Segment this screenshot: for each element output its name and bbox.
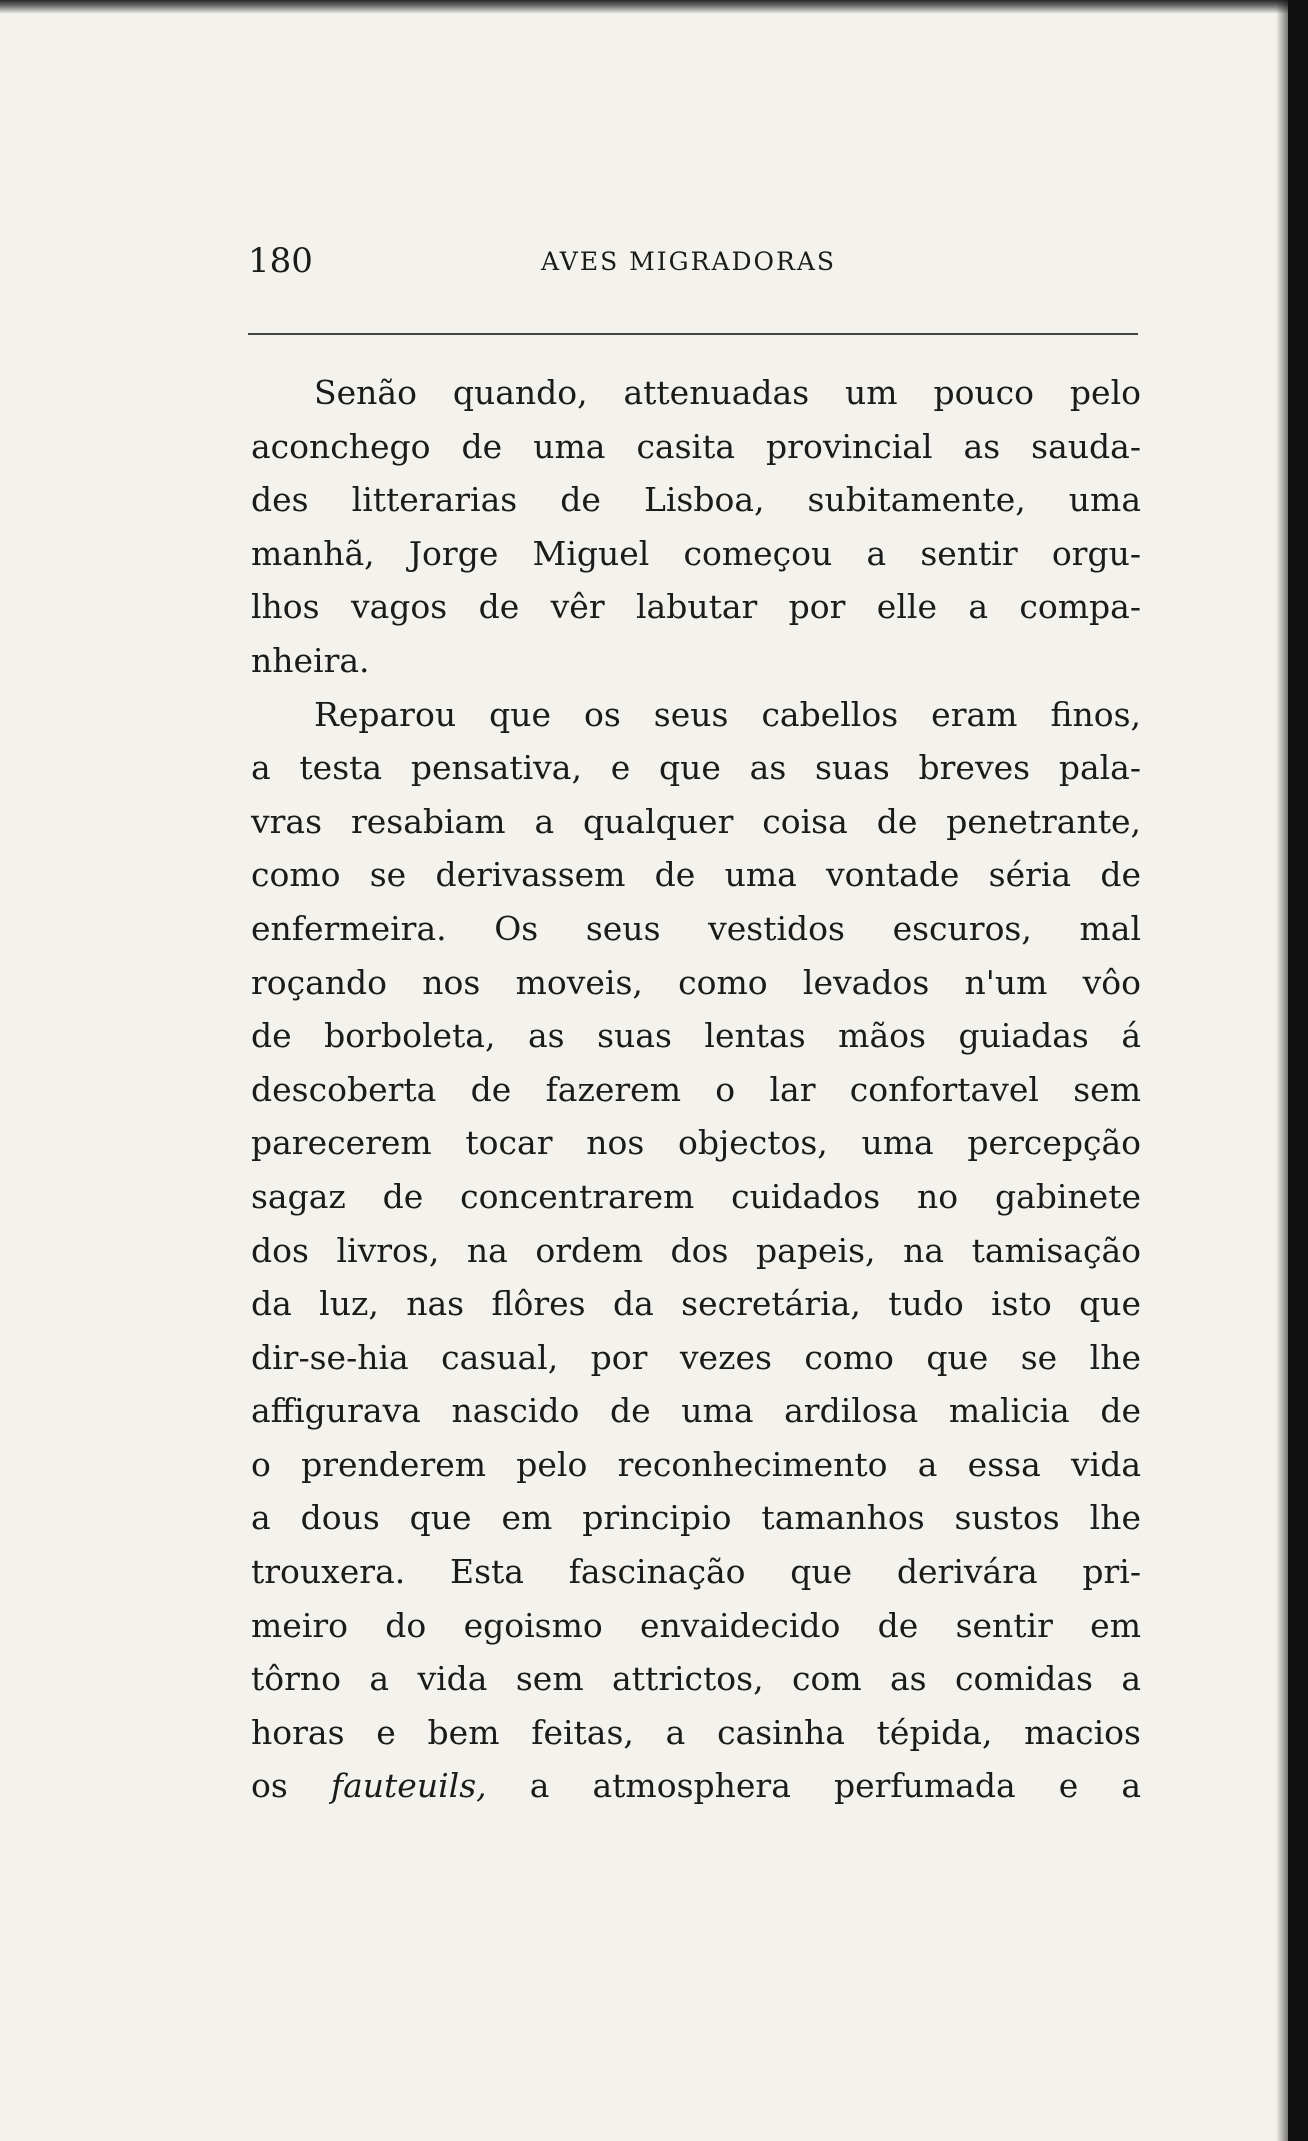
- text-line-last: [251, 1759, 1141, 1813]
- text-line: affigurava nascido de uma ardilosa malicia de: [251, 1391, 1141, 1431]
- text-line: aconchego de uma casita provincial as sauda-: [251, 426, 1141, 466]
- text-line: horas e bem feitas, a casinha tépida, macios: [251, 1712, 1141, 1752]
- text-line: descoberta de fazerem o lar confortavel sem: [251, 1069, 1141, 1109]
- body-text: [251, 366, 1141, 1813]
- text-line: a dous que em principio tamanhos sustos lhe: [251, 1498, 1141, 1538]
- text-segment: a atmosphera perfumada e a: [529, 1766, 1141, 1806]
- text-line: vras resabiam a qualquer coisa de penetrante,: [251, 801, 1141, 841]
- text-line: meiro do egoismo envaidecido de sentir em: [251, 1605, 1141, 1645]
- text-line: de borboleta, as suas lentas mãos guiadas á: [251, 1016, 1141, 1056]
- text-line: tôrno a vida sem attrictos, com as comidas a: [251, 1659, 1141, 1699]
- scan-shadow-right: [1276, 0, 1288, 2141]
- text-line: manhã, Jorge Miguel começou a sentir orgu-: [251, 533, 1141, 573]
- text-line: a testa pensativa, e que as suas breves pala-: [251, 748, 1141, 788]
- text-line: des litterarias de Lisboa, subitamente, uma: [251, 480, 1141, 520]
- running-title: AVES MIGRADORAS: [541, 247, 837, 276]
- italic-word: fauteuils,: [330, 1766, 487, 1806]
- text-line: da luz, nas flôres da secretária, tudo isto que: [251, 1284, 1141, 1324]
- text-line: trouxera. Esta fascinação que derivára pri-: [251, 1552, 1141, 1592]
- text-line: parecerem tocar nos objectos, uma percepção: [251, 1123, 1141, 1163]
- page-number: 180: [248, 241, 313, 281]
- text-line: lhos vagos de vêr labutar por elle a compa-: [251, 587, 1141, 627]
- text-line: sagaz de concentrarem cuidados no gabinete: [251, 1176, 1141, 1216]
- text-line: como se derivassem de uma vontade séria de: [251, 855, 1141, 895]
- page-header: [248, 236, 1138, 296]
- text-line: Reparou que os seus cabellos eram finos,: [314, 694, 1141, 734]
- text-line: Senão quando, attenuadas um pouco pelo: [314, 373, 1141, 412]
- scan-edge-top: [0, 0, 1308, 14]
- text-segment: os: [251, 1766, 288, 1806]
- text-line: o prenderem pelo reconhecimento a essa vida: [251, 1444, 1141, 1484]
- text-line: nheira.: [251, 640, 370, 680]
- text-line: dir-se-hia casual, por vezes como que se lhe: [251, 1337, 1141, 1377]
- header-rule: [248, 333, 1138, 335]
- text-line: dos livros, na ordem dos papeis, na tamisação: [251, 1230, 1141, 1270]
- text-line: enfermeira. Os seus vestidos escuros, mal: [251, 908, 1141, 948]
- text-line: roçando nos moveis, como levados n'um vôo: [251, 962, 1141, 1002]
- scan-edge-right: [1288, 0, 1308, 2141]
